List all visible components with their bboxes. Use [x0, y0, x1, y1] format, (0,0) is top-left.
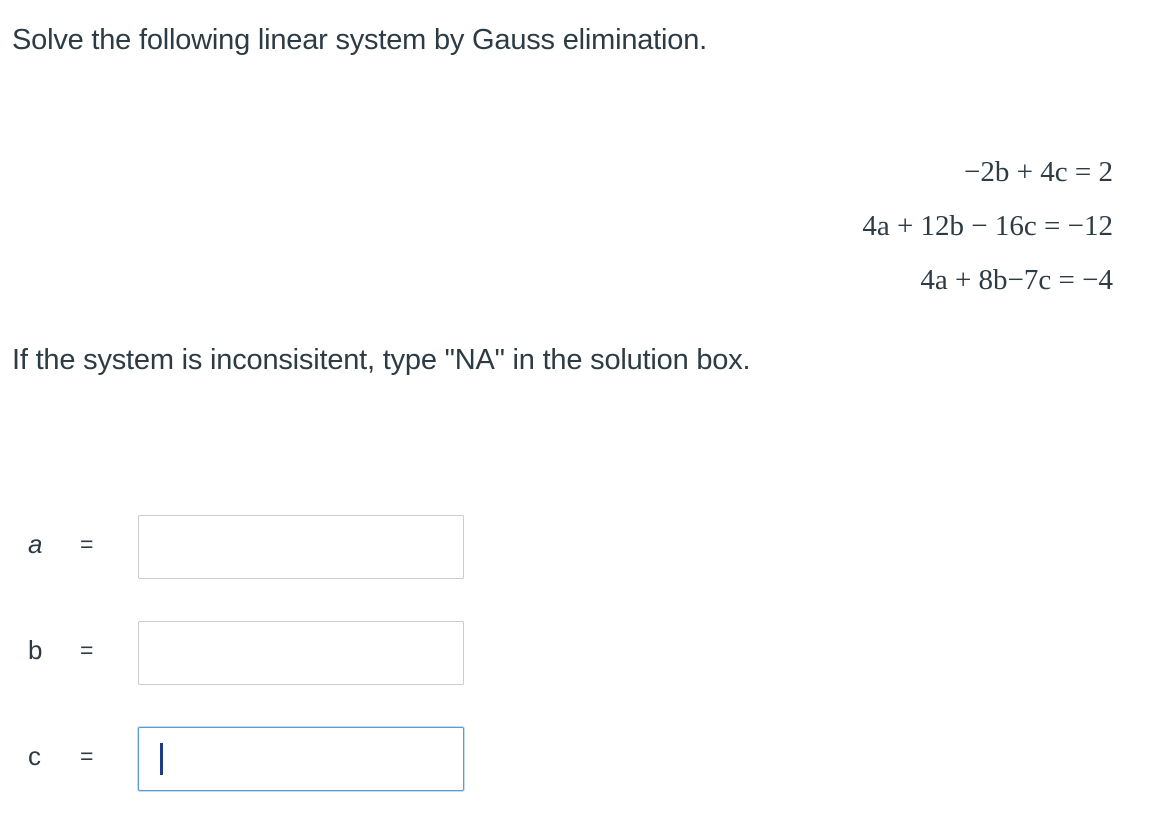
answer-row-c — [0, 727, 480, 793]
equation-lhs: 4a + 12b − 16c — [862, 210, 1037, 242]
question-title: Solve the following linear system by Gauss elimination. — [12, 24, 707, 56]
question-instruction: If the system is inconsisitent, type "NA" in the solution box. — [12, 344, 751, 376]
answer-row-b — [0, 621, 480, 687]
answer-input-b[interactable] — [138, 621, 464, 685]
equation-row: 4a + 8b−7c = −4 — [920, 264, 1113, 296]
equation-system — [862, 150, 1113, 312]
equation-rhs: −4 — [1082, 264, 1113, 296]
variable-label-b: b — [28, 635, 43, 665]
equation-lhs: −2b + 4c — [964, 156, 1068, 188]
variable-label-c: c — [28, 741, 41, 771]
equation-row: −2b + 4c = 2 — [964, 156, 1113, 188]
variable-label-a: a — [28, 529, 43, 559]
answer-input-a[interactable] — [138, 515, 464, 579]
equation-rhs: −12 — [1067, 210, 1113, 242]
equation-row: 4a + 12b − 16c = −12 — [862, 210, 1113, 242]
text-cursor — [160, 743, 163, 775]
equals-sign: = — [80, 637, 94, 663]
equals-sign: = — [80, 531, 94, 557]
answer-input-c[interactable] — [138, 727, 464, 791]
equation-rhs: 2 — [1098, 156, 1113, 188]
equals-sign: = — [80, 743, 94, 769]
equation-lhs: 4a + 8b−7c — [920, 264, 1052, 296]
answer-row-a — [0, 515, 480, 581]
